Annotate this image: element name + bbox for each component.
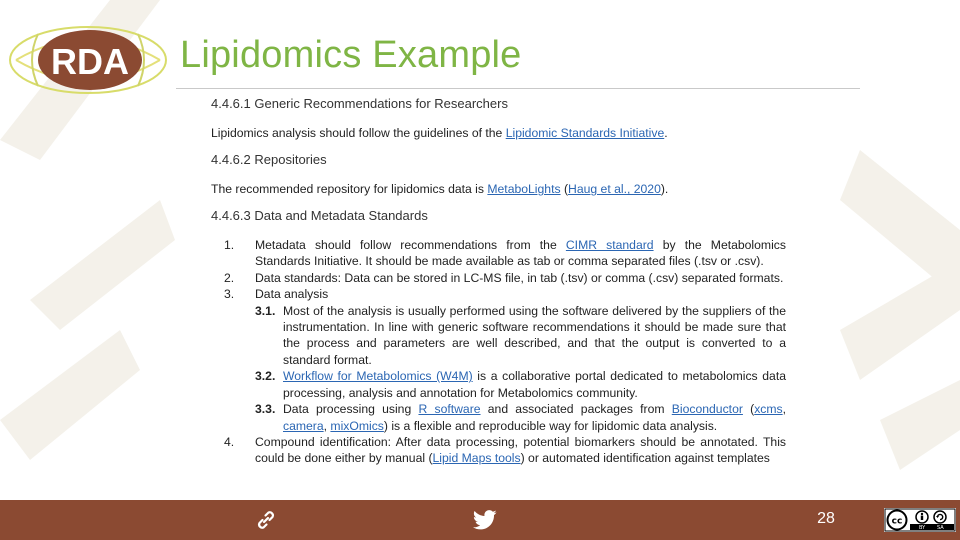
slide-title: Lipidomics Example <box>180 34 522 76</box>
camera-link[interactable]: camera <box>283 418 324 433</box>
list-item: 4. Compound identification: After data processing, potential biomarkers should be annotated. This could be done either by manual (Lipid Maps tools) or automated identification against templates <box>224 434 786 466</box>
cc-sa-label: SA <box>937 525 944 531</box>
mixomics-link[interactable]: mixOmics <box>330 418 384 433</box>
list-item: 3. Data analysis <box>224 287 329 302</box>
metabolights-link[interactable]: MetaboLights <box>487 182 561 197</box>
sub-list-item: 3.2. Workflow for Metabolomics (W4M) is a collaborative portal dedicated to metabolomics data processing, analysis and annotation for Metabolomics community. <box>255 369 786 400</box>
w4m-link[interactable]: Workflow for Metabolomics (W4M) <box>283 369 473 384</box>
rda-logo <box>8 24 168 96</box>
sub-list-item: 3.3. Data processing using R software and associated packages from Bioconductor (xcms, camera, mixOmics) is a flexible and reproducible way for lipidomic data analysis. <box>255 402 787 433</box>
lipidomic-standards-link[interactable]: Lipidomic Standards Initiative <box>505 126 665 141</box>
bioconductor-link[interactable]: Bioconductor <box>671 402 743 417</box>
section-heading-1: 4.4.6.1 Generic Recommendations for Researchers <box>211 96 508 111</box>
xcms-link[interactable]: xcms <box>754 402 783 417</box>
cc-by-label: BY <box>919 525 926 531</box>
sub-list-item: 3.1. Most of the analysis is usually performed using the software delivered by the suppliers of the instrumentation. In line with generic software recommendations it should be made sure that the process and parameters are well described, and that the output is converted to a standard format. <box>255 303 786 367</box>
page-number: 28 <box>817 510 835 527</box>
creative-commons-icon <box>884 508 956 532</box>
link-icon[interactable] <box>254 508 278 532</box>
document-excerpt <box>211 96 786 467</box>
cimr-standard-link[interactable]: CIMR standard <box>565 238 654 253</box>
section-heading-3: 4.4.6.3 Data and Metadata Standards <box>211 207 428 223</box>
list-item: 1. Metadata should follow recommendations from the CIMR standard by the Metabolomics Standards Initiative. It should be made available as tab or comma separated files (.tsv or .csv). <box>224 238 786 269</box>
lipid-maps-tools-link[interactable]: Lipid Maps tools <box>432 451 521 466</box>
list-item: 2. Data standards: Data can be stored in LC-MS file, in tab (.tsv) or comma (.csv) separated formats. <box>224 270 784 285</box>
section-text-1: Lipidomics analysis should follow the guidelines of the Lipidomic Standards Initiative. <box>211 126 668 141</box>
r-software-link[interactable]: R software <box>418 402 481 417</box>
svg-text:cc: cc <box>891 516 903 527</box>
title-divider <box>176 88 860 89</box>
haug-citation-link[interactable]: Haug et al., 2020 <box>568 182 661 197</box>
twitter-icon[interactable] <box>473 509 497 531</box>
section-heading-2: 4.4.6.2 Repositories <box>211 151 327 167</box>
logo-text: RDA <box>51 41 129 82</box>
section-text-2: The recommended repository for lipidomics data is MetaboLights (Haug et al., 2020). <box>211 182 669 197</box>
